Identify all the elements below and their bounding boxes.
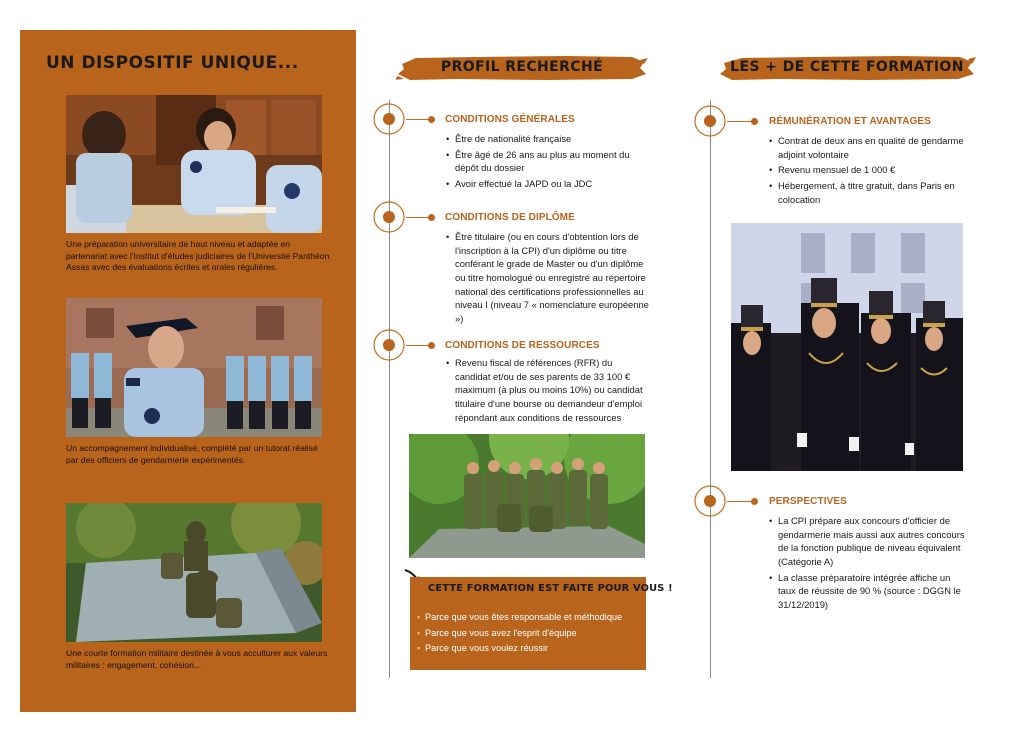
connector (406, 345, 430, 346)
caption-3: Une courte formation militaire destinée à vous acculturer aux valeurs militaires : engagement, cohésion... (66, 648, 328, 670)
connector (406, 217, 430, 218)
list-item: • Contrat de deux ans en qualité de gendarme adjoint volontaire (769, 134, 969, 161)
connector (727, 501, 753, 502)
connector-dot (751, 498, 758, 505)
section-title-perspectives: PERSPECTIVES (769, 496, 847, 507)
banner-plus-text: LES + DE CETTE FORMATION (730, 59, 964, 75)
list-remuneration (769, 134, 969, 208)
list-conditions-ressources (446, 356, 646, 426)
photo-group (409, 434, 645, 558)
list-item: • Revenu mensuel de 1 000 € (769, 163, 969, 177)
section-title-conditions-ressources: CONDITIONS DE RESSOURCES (445, 340, 600, 351)
timeline-middle (389, 100, 390, 678)
list-item: • Être âgé de 26 ans au plus au moment du dépôt du dossier (446, 148, 646, 175)
photo-training (66, 503, 322, 642)
left-title: UN DISPOSITIF UNIQUE... (46, 53, 299, 73)
banner-profil-text: PROFIL RECHERCHÉ (440, 59, 604, 75)
list-item: ▪ Parce que vous voulez réussir (417, 641, 622, 657)
timeline-node-icon (372, 328, 406, 362)
caption-2: Un accompagnement individualisé, complété par un tutorat réalisé par des officiers de gendarmerie expérimentés. (66, 443, 318, 465)
section-title-conditions-diplome: CONDITIONS DE DIPLÔME (445, 212, 575, 223)
connector (727, 121, 753, 122)
timeline-node-icon (372, 200, 406, 234)
list-item: • La classe préparatoire intégrée affiche un taux de réussite de 90 % (source : DGGN le 31/12/2019) (769, 571, 969, 612)
connector (406, 119, 430, 120)
connector-dot (751, 118, 758, 125)
formation-box-list (417, 610, 622, 657)
list-conditions-generales (446, 132, 646, 193)
caption-1: Une préparation universitaire de haut niveau et adaptée en partenariat avec l'Institut d'études judiciaires de l'Université Panthéon Assas avec des évaluations écrites et orales régulières. (66, 239, 330, 273)
timeline-node-icon (372, 102, 406, 136)
list-item: ▪ Parce que vous êtes responsable et méthodique (417, 610, 622, 626)
list-item: • La CPI prépare aux concours d'officier de gendarmerie mais aussi aux autres concours de la fonction publique de niveau équivalent (Catégorie A) (769, 514, 969, 569)
list-item: • Hébergement, à titre gratuit, dans Paris en colocation (769, 179, 969, 206)
photo-parade (731, 223, 963, 471)
timeline-node-icon (693, 104, 727, 138)
list-item: • Être de nationalité française (446, 132, 646, 146)
list-item: • Avoir effectué la JAPD ou la JDC (446, 177, 646, 191)
list-conditions-diplome (446, 230, 654, 327)
list-item: • Être titulaire (ou en cours d'obtention lors de l'inscription à la CPI) d'un diplôme ou titre conférant le grade de Master ou d'un diplôme ou titre homologué ou enregistré au répertoire national des certifications professionnelles au niveau I (niveau 7 « nomenclature européenne ») (446, 230, 654, 325)
formation-box-title: CETTE FORMATION EST FAITE POUR VOUS ! (428, 583, 673, 594)
photo-classroom (66, 95, 322, 233)
section-title-remuneration: RÉMUNÉRATION ET AVANTAGES (769, 116, 931, 127)
connector-dot (428, 116, 435, 123)
connector-dot (428, 214, 435, 221)
photo-officer (66, 298, 322, 437)
list-item: • Revenu fiscal de références (RFR) du candidat et/ou de ses parents de 33 100 € maximum (à plus ou moins 10%) ou candidat titulaire d'une bourse ou demandeur d'emploi répondant aux conditions de ressources (446, 356, 646, 424)
timeline-right (710, 100, 711, 678)
list-perspectives (769, 514, 969, 613)
section-title-conditions-generales: CONDITIONS GÉNÉRALES (445, 114, 575, 125)
banner-profil (396, 54, 648, 82)
connector-dot (428, 342, 435, 349)
banner-plus (718, 54, 976, 82)
list-item: ▪ Parce que vous avez l'esprit d'équipe (417, 626, 622, 642)
timeline-node-icon (693, 484, 727, 518)
